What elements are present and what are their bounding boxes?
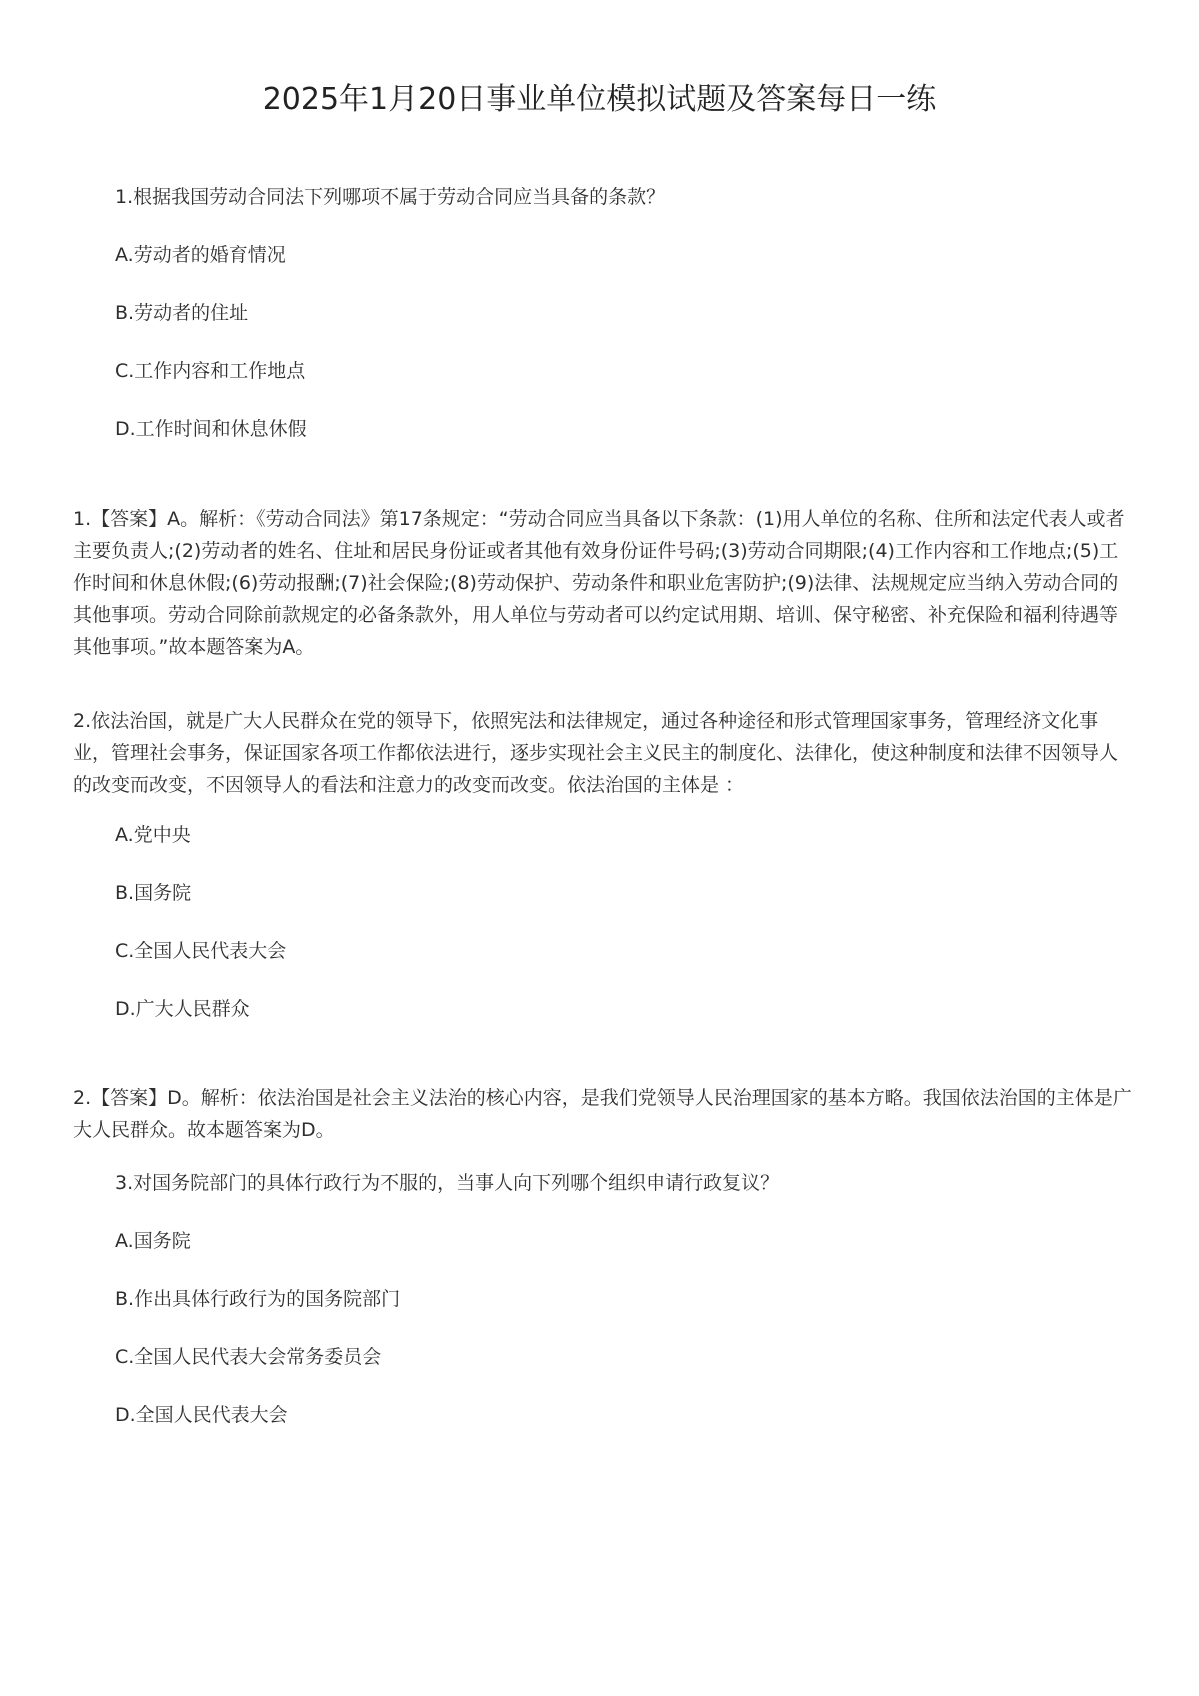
question-1-stem: 1.根据我国劳动合同法下列哪项不属于劳动合同应当具备的条款？: [115, 186, 666, 208]
question-1-option-a: A.劳动者的婚育情况: [115, 244, 286, 266]
question-1-option-d: D.工作时间和休息休假: [115, 418, 307, 440]
question-3-option-c: C.全国人民代表大会常务委员会: [115, 1346, 382, 1368]
question-2-option-a: A.党中央: [115, 824, 191, 846]
question-2-option-b: B.国务院: [115, 882, 192, 904]
question-3-stem: 3.对国务院部门的具体行政行为不服的，当事人向下列哪个组织申请行政复议？: [115, 1172, 780, 1194]
question-3-option-d: D.全国人民代表大会: [115, 1404, 288, 1426]
question-3-option-a: A.国务院: [115, 1230, 191, 1252]
question-2-stem: 2.依法治国，就是广大人民群众在党的领导下，依照宪法和法律规定，通过各种途径和形式管理国家事务，管理经济文化事业，管理社会事务，保证国家各项工作都依法进行，逐步实现社会主义民主的制度化、法律化，使这种制度和法律不因领导人的改变而改变，不因领导人的看法和注意力的改变而改变。依法治国的主体是 ：: [73, 710, 1119, 796]
page-title: 2025年1月20日事业单位模拟试题及答案每日一练: [262, 82, 937, 117]
question-1-answer: 1.【答案】A。解析：《劳动合同法》第17条规定：“劳动合同应当具备以下条款：(1)用人单位的名称、住所和法定代表人或者主要负责人;(2)劳动者的姓名、住址和居民身份证或者其他有效身份证件号码;(3)劳动合同期限;(4)工作内容和工作地点;(5)工作时间和休息休假;(6)劳动报酬;(7)社会保险;(8)劳动保护、劳动条件和职业危害防护;(9)法律、法规规定应当纳入劳动合同的其他事项。劳动合同除前款规定的必备条款外，用人单位与劳动者可以约定试用期、培训、保守秘密、补充保险和福利待遇等其他事项。”故本题答案为A。: [73, 508, 1125, 658]
question-2-option-c: C.全国人民代表大会: [115, 940, 287, 962]
question-1-option-b: B.劳动者的住址: [115, 302, 249, 324]
question-2-answer: 2.【答案】D。解析：依法治国是社会主义法治的核心内容，是我们党领导人民治理国家的基本方略。我国依法治国的主体是广大人民群众。故本题答案为D。: [73, 1087, 1132, 1141]
question-2-option-d: D.广大人民群众: [115, 998, 250, 1020]
question-3-option-b: B.作出具体行政行为的国务院部门: [115, 1288, 401, 1310]
question-1-option-c: C.工作内容和工作地点: [115, 360, 306, 382]
